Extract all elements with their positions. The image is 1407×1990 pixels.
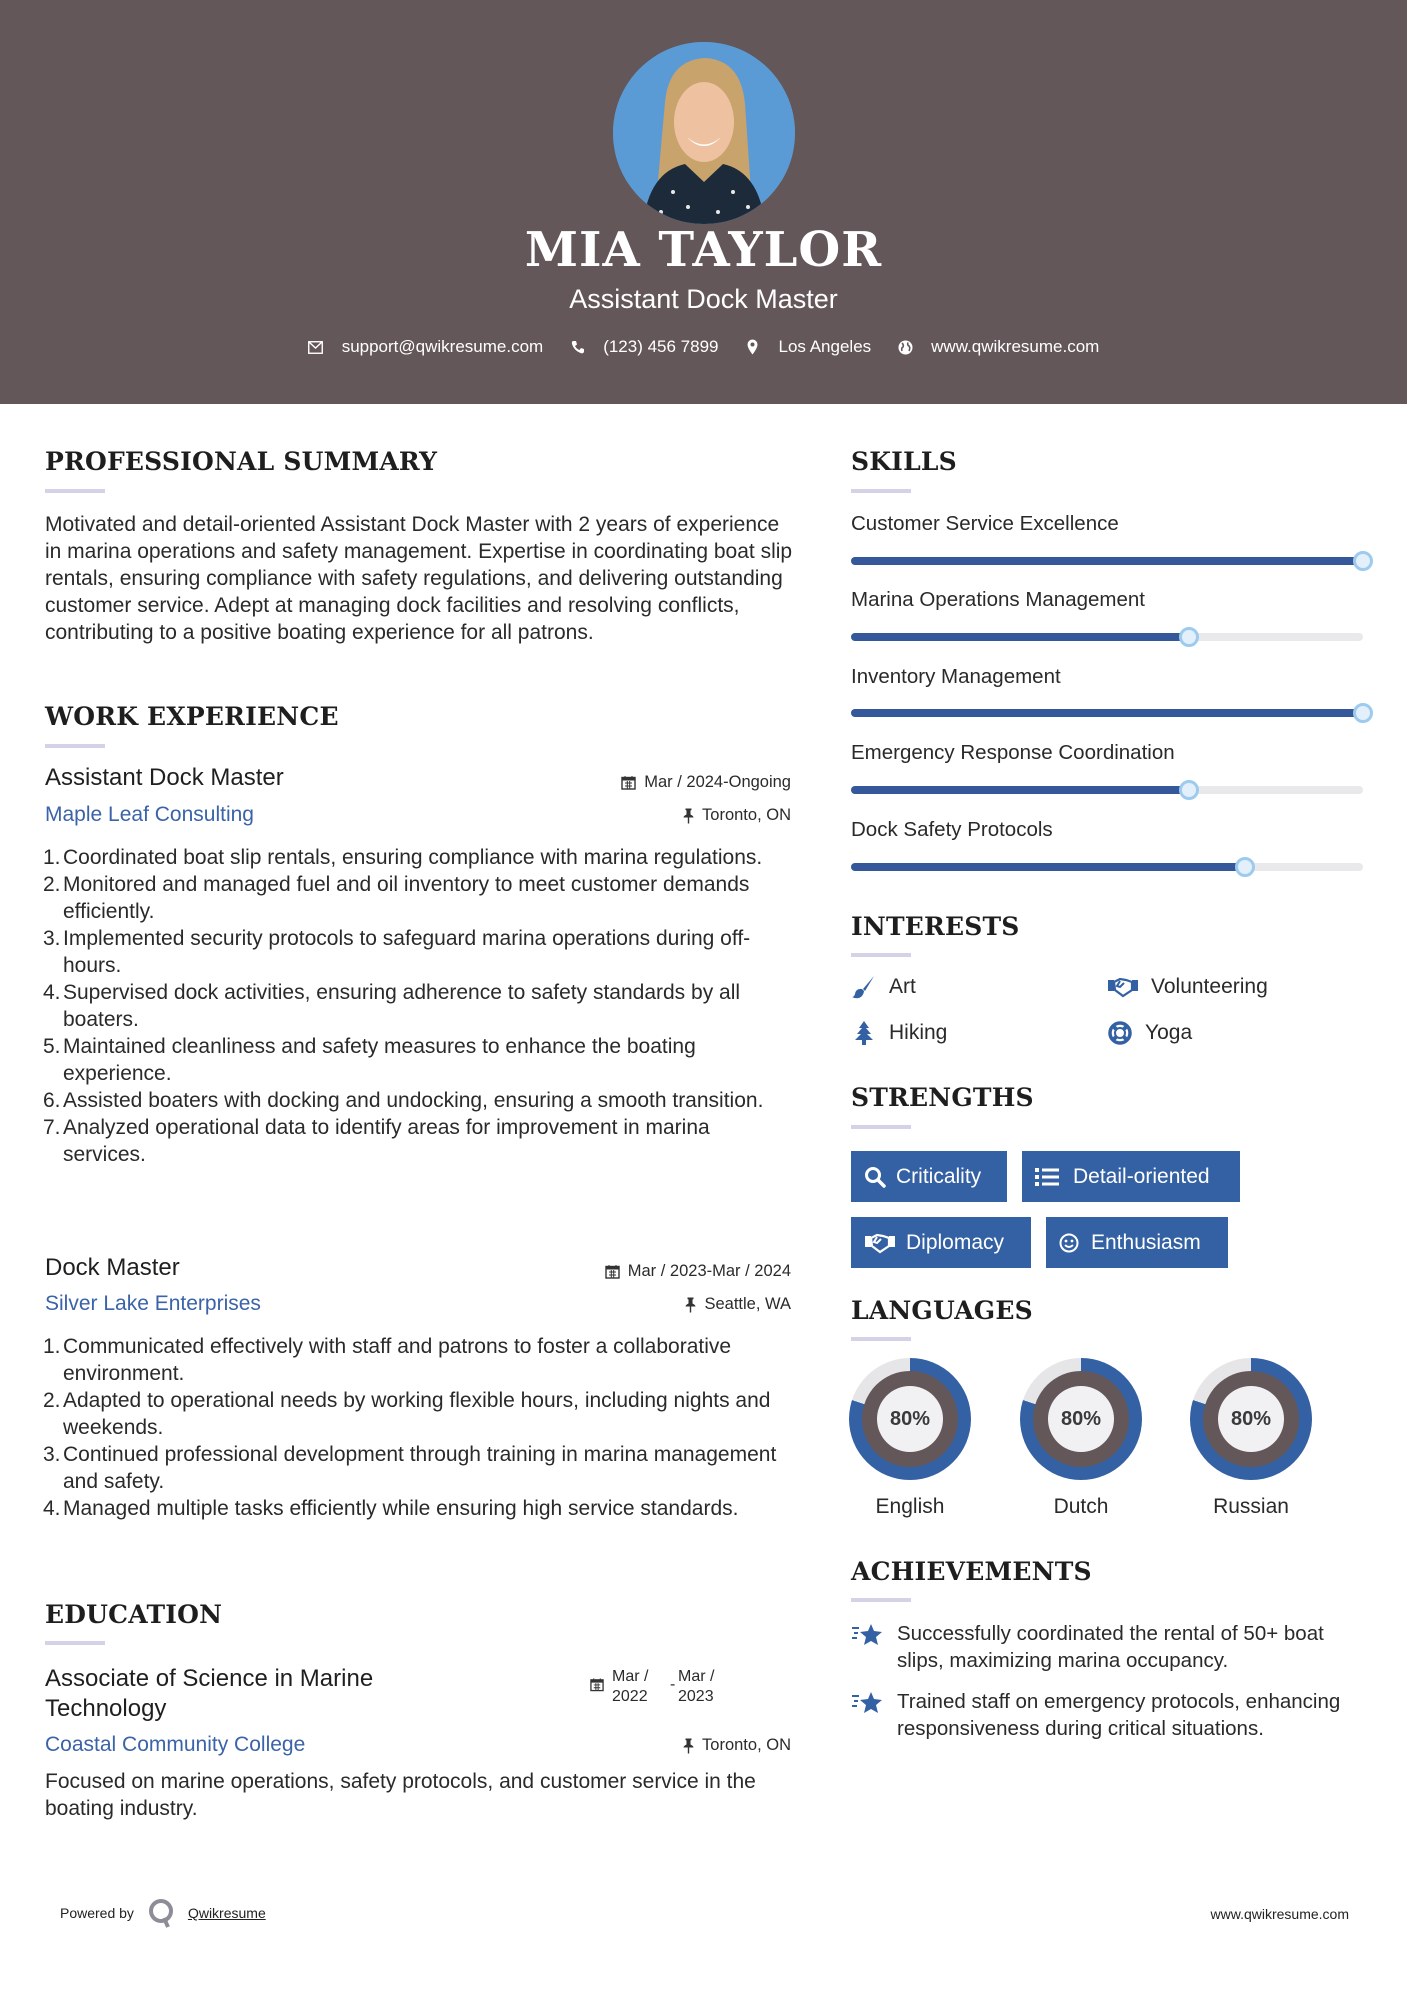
skill-knob — [1179, 627, 1199, 647]
list-item: 4. Supervised dock activities, ensuring adherence to safety standards by all boaters. — [43, 981, 741, 1031]
candidate-title: Assistant Dock Master — [569, 284, 838, 314]
language-donut: 80% — [1020, 1358, 1142, 1480]
search-icon — [864, 1166, 886, 1188]
pushpin-icon — [683, 1738, 694, 1754]
achievement-item: Successfully coordinated the rental of 50+ boat slips, maximizing marina occupancy. — [851, 1620, 1351, 1674]
tree-icon — [851, 1020, 877, 1046]
candidate-name: MIA TAYLOR — [524, 222, 883, 278]
summary-text: Motivated and detail-oriented Assistant Dock Master with 2 years of experience in marina operations and safety management. Expertise in coordinating boat slip rentals, ensuring compliance with safety regulations, and delivering outstanding customer service. Adept at managing dock facilities and resolving conflicts, contributing to a positive boating experience for all patrons. — [45, 513, 793, 644]
strength-tag-detail-oriented: Detail-oriented — [1022, 1151, 1240, 1202]
language-russian: 80% Russian — [1190, 1358, 1312, 1519]
job-location: Seattle, WA — [500, 1295, 791, 1314]
experience-heading: WORK EXPERIENCE — [45, 702, 339, 731]
section-underline — [851, 1125, 911, 1129]
job-bullet-list — [45, 844, 797, 1168]
job-dates: Mar / 2023-Mar / 2024 — [500, 1262, 791, 1281]
strength-tag-diplomacy: Diplomacy — [851, 1217, 1031, 1268]
language-donut: 80% — [1190, 1358, 1312, 1480]
interest-art: Art — [851, 974, 916, 1000]
skill-bar — [851, 709, 1363, 717]
list-item: 3. Implemented security protocols to safeguard marina operations during off-hours. — [43, 927, 751, 977]
star-icon — [851, 1688, 885, 1742]
list-item: 1. Communicated effectively with staff and patrons to foster a collaborative environment. — [43, 1335, 732, 1385]
contact-phone[interactable]: (123) 456 7899 — [569, 337, 718, 357]
skill-bar — [851, 633, 1363, 641]
smile-icon — [1059, 1233, 1079, 1253]
skill-knob — [1179, 780, 1199, 800]
languages-heading: LANGUAGES — [851, 1296, 1033, 1325]
map-pin-icon — [745, 339, 761, 355]
skills-heading: SKILLS — [851, 447, 957, 476]
company-name[interactable]: Maple Leaf Consulting — [45, 803, 254, 826]
contact-email[interactable]: support@qwikresume.com — [308, 337, 544, 357]
summary-heading: PROFESSIONAL SUMMARY — [45, 447, 438, 476]
job-dates: Mar / 2024-Ongoing — [500, 773, 791, 792]
list-icon — [1035, 1167, 1059, 1187]
globe-icon — [897, 339, 913, 355]
calendar-icon — [590, 1667, 604, 1707]
star-icon — [851, 1620, 885, 1674]
handshake-icon — [864, 1232, 896, 1254]
section-underline — [45, 1641, 105, 1645]
skill-label: Customer Service Excellence — [851, 512, 1119, 535]
interest-volunteering: Volunteering — [1107, 974, 1268, 1000]
calendar-icon — [621, 775, 636, 790]
strength-tag-enthusiasm: Enthusiasm — [1046, 1217, 1228, 1268]
school-name[interactable]: Coastal Community College — [45, 1733, 306, 1756]
interest-yoga: Yoga — [1107, 1020, 1192, 1046]
list-item: 5. Maintained cleanliness and safety measures to enhance the boating experience. — [43, 1035, 696, 1085]
paintbrush-icon — [851, 974, 877, 1000]
skill-knob — [1353, 551, 1373, 571]
section-underline — [851, 953, 911, 957]
interest-hiking: Hiking — [851, 1020, 947, 1046]
language-english: 80% English — [849, 1358, 971, 1519]
section-underline — [45, 489, 105, 493]
strengths-heading: STRENGTHS — [851, 1083, 1034, 1112]
language-dutch: 80% Dutch — [1020, 1358, 1142, 1519]
section-underline — [851, 1598, 911, 1602]
phone-icon — [569, 339, 585, 355]
list-item: 3. Continued professional development through training in marina management and safety. — [43, 1443, 777, 1493]
strength-tag-criticality: Criticality — [851, 1151, 1007, 1202]
skill-bar — [851, 557, 1363, 565]
interests-heading: INTERESTS — [851, 912, 1020, 941]
skill-bar — [851, 786, 1363, 794]
achievements-heading: ACHIEVEMENTS — [851, 1557, 1092, 1586]
skill-knob — [1353, 703, 1373, 723]
footer-powered-by: Powered by Qwikresume — [60, 1898, 266, 1928]
envelope-icon — [308, 339, 324, 355]
job-location: Toronto, ON — [500, 806, 791, 825]
list-item: 6. Assisted boaters with docking and undocking, ensuring a smooth transition. — [43, 1089, 764, 1112]
list-item: 7. Analyzed operational data to identify areas for improvement in marina services. — [43, 1116, 710, 1166]
job-title: Assistant Dock Master — [45, 764, 284, 791]
company-name[interactable]: Silver Lake Enterprises — [45, 1292, 261, 1315]
list-item: 1. Coordinated boat slip rentals, ensuring compliance with marina regulations. — [43, 846, 763, 869]
skill-label: Inventory Management — [851, 665, 1061, 688]
skill-knob — [1235, 857, 1255, 877]
education-dates: Mar / 2022 - Mar / 2023 — [590, 1667, 714, 1707]
skill-label: Emergency Response Coordination — [851, 741, 1175, 764]
section-underline — [45, 744, 105, 748]
list-item: 4. Managed multiple tasks efficiently while ensuring high service standards. — [43, 1497, 739, 1520]
list-item: 2. Adapted to operational needs by working flexible hours, including nights and weekends. — [43, 1389, 771, 1439]
list-item: 2. Monitored and managed fuel and oil inventory to meet customer demands efficiently. — [43, 873, 750, 923]
skill-bar — [851, 863, 1363, 871]
section-underline — [851, 489, 911, 493]
profile-photo — [613, 42, 795, 224]
life-ring-icon — [1107, 1020, 1133, 1046]
education-heading: EDUCATION — [45, 1600, 223, 1629]
job-title: Dock Master — [45, 1254, 180, 1281]
degree-title: Associate of Science in Marine Technology — [45, 1665, 374, 1722]
calendar-icon — [605, 1264, 620, 1279]
handshake-icon — [1107, 974, 1139, 1000]
language-donut: 80% — [849, 1358, 971, 1480]
achievement-item: Trained staff on emergency protocols, enhancing responsiveness during critical situations. — [851, 1688, 1351, 1742]
pushpin-icon — [683, 808, 694, 824]
resume-header — [0, 0, 1407, 404]
contact-location: Los Angeles — [745, 337, 872, 357]
education-location: Toronto, ON — [500, 1736, 791, 1755]
skill-label: Dock Safety Protocols — [851, 818, 1053, 841]
pushpin-icon — [685, 1297, 696, 1313]
education-description: Focused on marine operations, safety protocols, and customer service in the boating industry. — [45, 1770, 756, 1820]
footer-website[interactable]: www.qwikresume.com — [1210, 1906, 1349, 1922]
contact-website[interactable]: www.qwikresume.com — [897, 337, 1099, 357]
job-bullet-list — [45, 1333, 797, 1522]
section-underline — [851, 1337, 911, 1341]
qwikresume-logo-icon — [148, 1898, 176, 1928]
contact-bar — [0, 337, 1407, 357]
qwikresume-link[interactable]: Qwikresume — [187, 1905, 266, 1921]
skill-label: Marina Operations Management — [851, 588, 1145, 611]
